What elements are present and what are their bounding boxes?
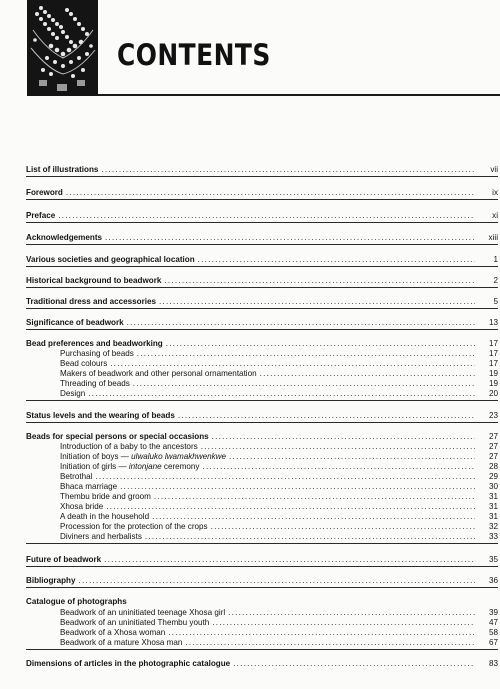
toc-page-number: vii — [490, 165, 498, 174]
dot-leader — [66, 187, 475, 198]
toc-entry-title: Status levels and the wearing of beads — [26, 411, 175, 420]
toc-entry-title: Bead preferences and beadworking — [26, 339, 163, 348]
toc-page-number: xiii — [488, 233, 498, 242]
toc-page-number: 19 — [488, 369, 498, 378]
dot-leader — [105, 232, 475, 243]
toc-entry-title: Future of beadwork — [26, 555, 102, 564]
dot-leader — [198, 254, 475, 265]
toc-page-number: 20 — [488, 389, 498, 398]
toc-entry-title: A death in the household — [60, 512, 150, 521]
dot-leader — [233, 658, 475, 669]
section-divider — [26, 199, 498, 200]
toc-page-number: ix — [492, 188, 498, 197]
section-divider — [26, 308, 498, 309]
toc-subsection-row — [26, 388, 498, 399]
dot-leader — [88, 388, 475, 399]
toc-section-row — [26, 575, 498, 586]
toc-entry-title: Beadwork of an uninitiated Thembu youth — [60, 618, 210, 627]
dot-leader — [185, 637, 475, 648]
dot-leader — [178, 410, 475, 421]
toc-section-row — [26, 254, 498, 265]
toc-entry-title: Historical background to beadwork — [26, 276, 162, 285]
toc-entry-title: Traditional dress and accessories — [26, 297, 157, 306]
section-divider — [26, 422, 498, 423]
dot-leader — [145, 531, 475, 542]
section-divider — [26, 287, 498, 288]
toc-page-number: 2 — [493, 276, 498, 285]
toc-page-number: 31 — [488, 492, 498, 501]
toc-entry-title: Foreword — [26, 188, 63, 197]
beadwork-photo — [27, 0, 98, 96]
toc-page-number: 58 — [488, 628, 498, 637]
toc-section-row — [26, 232, 498, 243]
toc-entry-title: Design — [60, 389, 86, 398]
dot-leader — [101, 164, 475, 175]
toc-entry-title: Diviners and herbalists — [60, 532, 142, 541]
toc-entry-title: Preface — [26, 211, 56, 220]
toc-entry-title: Purchasing of beads — [60, 349, 134, 358]
toc-entry-title: Makers of beadwork and other personal ornamentation — [60, 369, 257, 378]
toc-section-row — [26, 596, 498, 607]
section-divider — [26, 566, 498, 567]
section-divider — [26, 587, 498, 588]
toc-page-number: 29 — [488, 472, 498, 481]
toc-entry-title: Beadwork of a Xhosa woman — [60, 628, 166, 637]
toc-entry-title: Threading of beads — [60, 379, 130, 388]
toc-section-row — [26, 658, 498, 669]
dot-leader — [58, 210, 475, 221]
toc-entry-title: Bead colours — [60, 359, 108, 368]
toc-page-number: 32 — [488, 522, 498, 531]
toc-entry-title: Beadwork of a mature Xhosa man — [60, 638, 183, 647]
toc-entry-title: Bibliography — [26, 576, 76, 585]
toc-entry-title: Various societies and geographical location — [26, 255, 195, 264]
toc-page-number: 28 — [488, 462, 498, 471]
toc-page-number: 17 — [488, 359, 498, 368]
dot-leader — [164, 275, 475, 286]
section-divider — [26, 400, 498, 401]
toc-page-number: 31 — [488, 512, 498, 521]
toc-entry-title: Betrothal — [60, 472, 93, 481]
toc-entry-title: Thembu bride and groom — [60, 492, 151, 501]
toc-entry-title: Xhosa bride — [60, 502, 104, 511]
toc-page-number: 27 — [488, 442, 498, 451]
toc-section-row — [26, 210, 498, 221]
section-divider — [26, 222, 498, 223]
toc-section-row — [26, 554, 498, 565]
toc-page-number: 67 — [488, 638, 498, 647]
toc-entry-title: Beadwork of an uninitiated teenage Xhosa girl — [60, 608, 226, 617]
toc-entry-title: List of illustrations — [26, 165, 99, 174]
toc-page-number: 47 — [488, 618, 498, 627]
toc-entry-title: Significance of beadwork — [26, 318, 124, 327]
toc-section-row — [26, 410, 498, 421]
page-title: CONTENTS — [117, 38, 271, 72]
toc-section-row — [26, 296, 498, 307]
toc-entry-title: Initiation of boys — ulwaluko lwamakhwenkwe — [60, 452, 227, 461]
toc-entry-title: Acknowledgements — [26, 233, 103, 242]
toc-page-number: 13 — [488, 318, 498, 327]
beadwork-image — [27, 0, 98, 96]
section-divider — [26, 329, 498, 330]
toc-page-number: 31 — [488, 502, 498, 511]
section-divider — [26, 176, 498, 177]
toc-page-number: 39 — [488, 608, 498, 617]
toc-page-number: 17 — [488, 349, 498, 358]
toc-page-number: 35 — [488, 555, 498, 564]
toc-entry-title: Introduction of a baby to the ancestors — [60, 442, 198, 451]
toc-page-number: 27 — [488, 432, 498, 441]
toc-page-number: 23 — [488, 411, 498, 420]
toc-section-row — [26, 187, 498, 198]
toc-entry-title: Initiation of girls — intonjane ceremony — [60, 462, 200, 471]
toc-section-row — [26, 164, 498, 175]
toc-section-row — [26, 317, 498, 328]
dot-leader — [159, 296, 475, 307]
toc-subsection-row — [26, 531, 498, 542]
toc-page-number: 17 — [488, 339, 498, 348]
toc-entry-title: Catalogue of photographs — [26, 597, 127, 606]
section-divider — [26, 543, 498, 544]
dot-leader — [127, 317, 475, 328]
toc-page-number: 5 — [493, 297, 498, 306]
toc-page-number: 30 — [488, 482, 498, 491]
header-rule — [98, 94, 500, 96]
toc-entry-title: Dimensions of articles in the photographic catalogue — [26, 659, 231, 668]
toc-entry-title: Beads for special persons or special occasions — [26, 432, 209, 441]
toc-page-number: 27 — [488, 452, 498, 461]
toc-page-number: 19 — [488, 379, 498, 388]
dot-leader — [78, 575, 475, 586]
toc-page-number: 33 — [488, 532, 498, 541]
section-divider — [26, 649, 498, 650]
toc-subsection-row — [26, 637, 498, 648]
section-divider — [26, 266, 498, 267]
toc-page-number: 36 — [488, 576, 498, 585]
section-divider — [26, 244, 498, 245]
toc-entry-title: Procession for the protection of the crops — [60, 522, 208, 531]
dot-leader — [104, 554, 475, 565]
toc-page-number: xi — [492, 211, 498, 220]
toc-page-number: 1 — [493, 255, 498, 264]
toc-section-row — [26, 275, 498, 286]
toc-page-number: 83 — [488, 659, 498, 668]
toc-entry-title: Bhaca marriage — [60, 482, 118, 491]
